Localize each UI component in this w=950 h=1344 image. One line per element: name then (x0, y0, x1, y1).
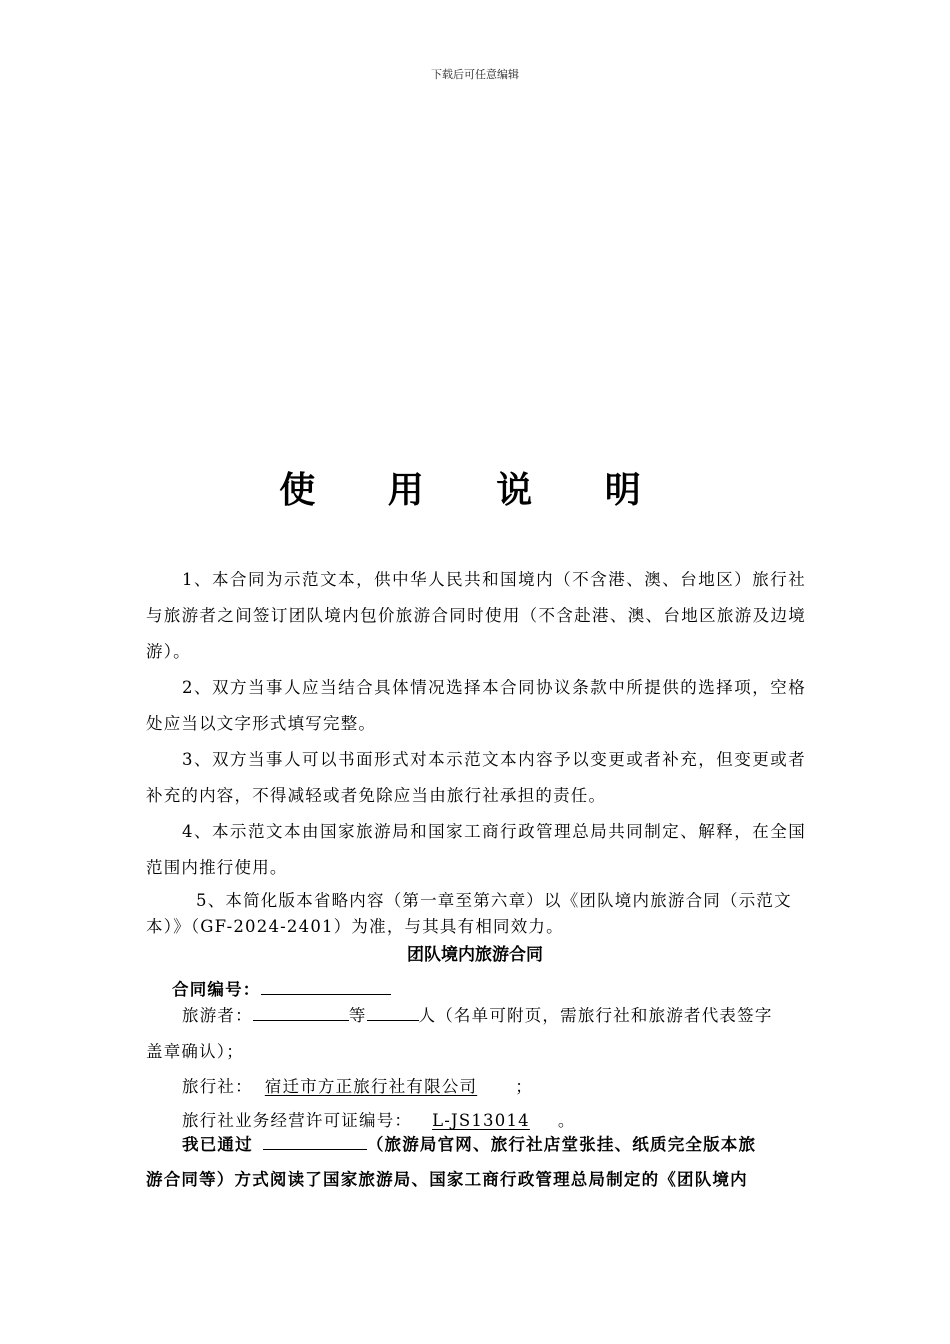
agency-value: 宿迁市方正旅行社有限公司 (264, 1077, 478, 1096)
traveler-name-field[interactable] (253, 1020, 349, 1021)
header-note: 下载后可任意编辑 (431, 68, 519, 81)
agency-end: ； (515, 1077, 533, 1096)
page-title: 使 用 说 明 (279, 470, 671, 511)
instruction-3: 3、双方当事人可以书面形式对本示范文本内容予以变更或者补充，但变更或者补充的内容，不得减轻或者免除应当由旅行社承担的责任。 (146, 750, 806, 805)
license-end: 。 (557, 1111, 576, 1130)
instruction-4: 4、本示范文本由国家旅游局和国家工商行政管理总局共同制定、解释，在全国范围内推行使用。 (146, 822, 806, 877)
instruction-5: 5、本简化版本省略内容（第一章至第六章）以《团队境内旅游合同（示范文本）》（GF-2024-2401）为准，与其具有相同效力。 (146, 891, 792, 936)
traveler-tail: 人（名单可附页，需旅行社和旅游者代表签字 (418, 1006, 773, 1025)
read-prefix: 我已通过 (182, 1135, 253, 1154)
contract-number-row (172, 976, 391, 1000)
license-row (182, 1107, 576, 1131)
traveler-mid: 等 (348, 1006, 367, 1025)
agency-row (182, 1073, 533, 1097)
agency-label: 旅行社： (182, 1077, 253, 1096)
traveler-tail-2: 盖章确认）； (146, 1042, 244, 1061)
license-label: 旅行社业务经营许可证编号： (182, 1111, 413, 1130)
traveler-label: 旅游者： (182, 1006, 253, 1025)
contract-number-label: 合同编号： (172, 980, 261, 999)
instruction-1: 1、本合同为示范文本，供中华人民共和国境内（不含港、澳、台地区）旅行社与旅游者之间签订团队境内包价旅游合同时使用（不含赴港、澳、台地区旅游及边境游）。 (146, 570, 806, 661)
read-line-2: 游合同等）方式阅读了国家旅游局、国家工商行政管理总局制定的《团队境内 (146, 1170, 748, 1189)
traveler-count-field[interactable] (367, 1020, 419, 1021)
instruction-2: 2、双方当事人应当结合具体情况选择本合同协议条款中所提供的选择项，空格处应当以文字形式填写完整。 (146, 678, 806, 733)
read-suffix: （旅游局官网、旅行社店堂张挂、纸质完全版本旅 (366, 1135, 757, 1154)
contract-number-field[interactable] (261, 994, 391, 995)
read-method-field[interactable] (263, 1149, 367, 1150)
traveler-row (182, 1002, 773, 1026)
read-row (182, 1131, 756, 1155)
license-value: L-JS13014 (432, 1111, 530, 1130)
contract-title: 团队境内旅游合同 (407, 945, 543, 965)
